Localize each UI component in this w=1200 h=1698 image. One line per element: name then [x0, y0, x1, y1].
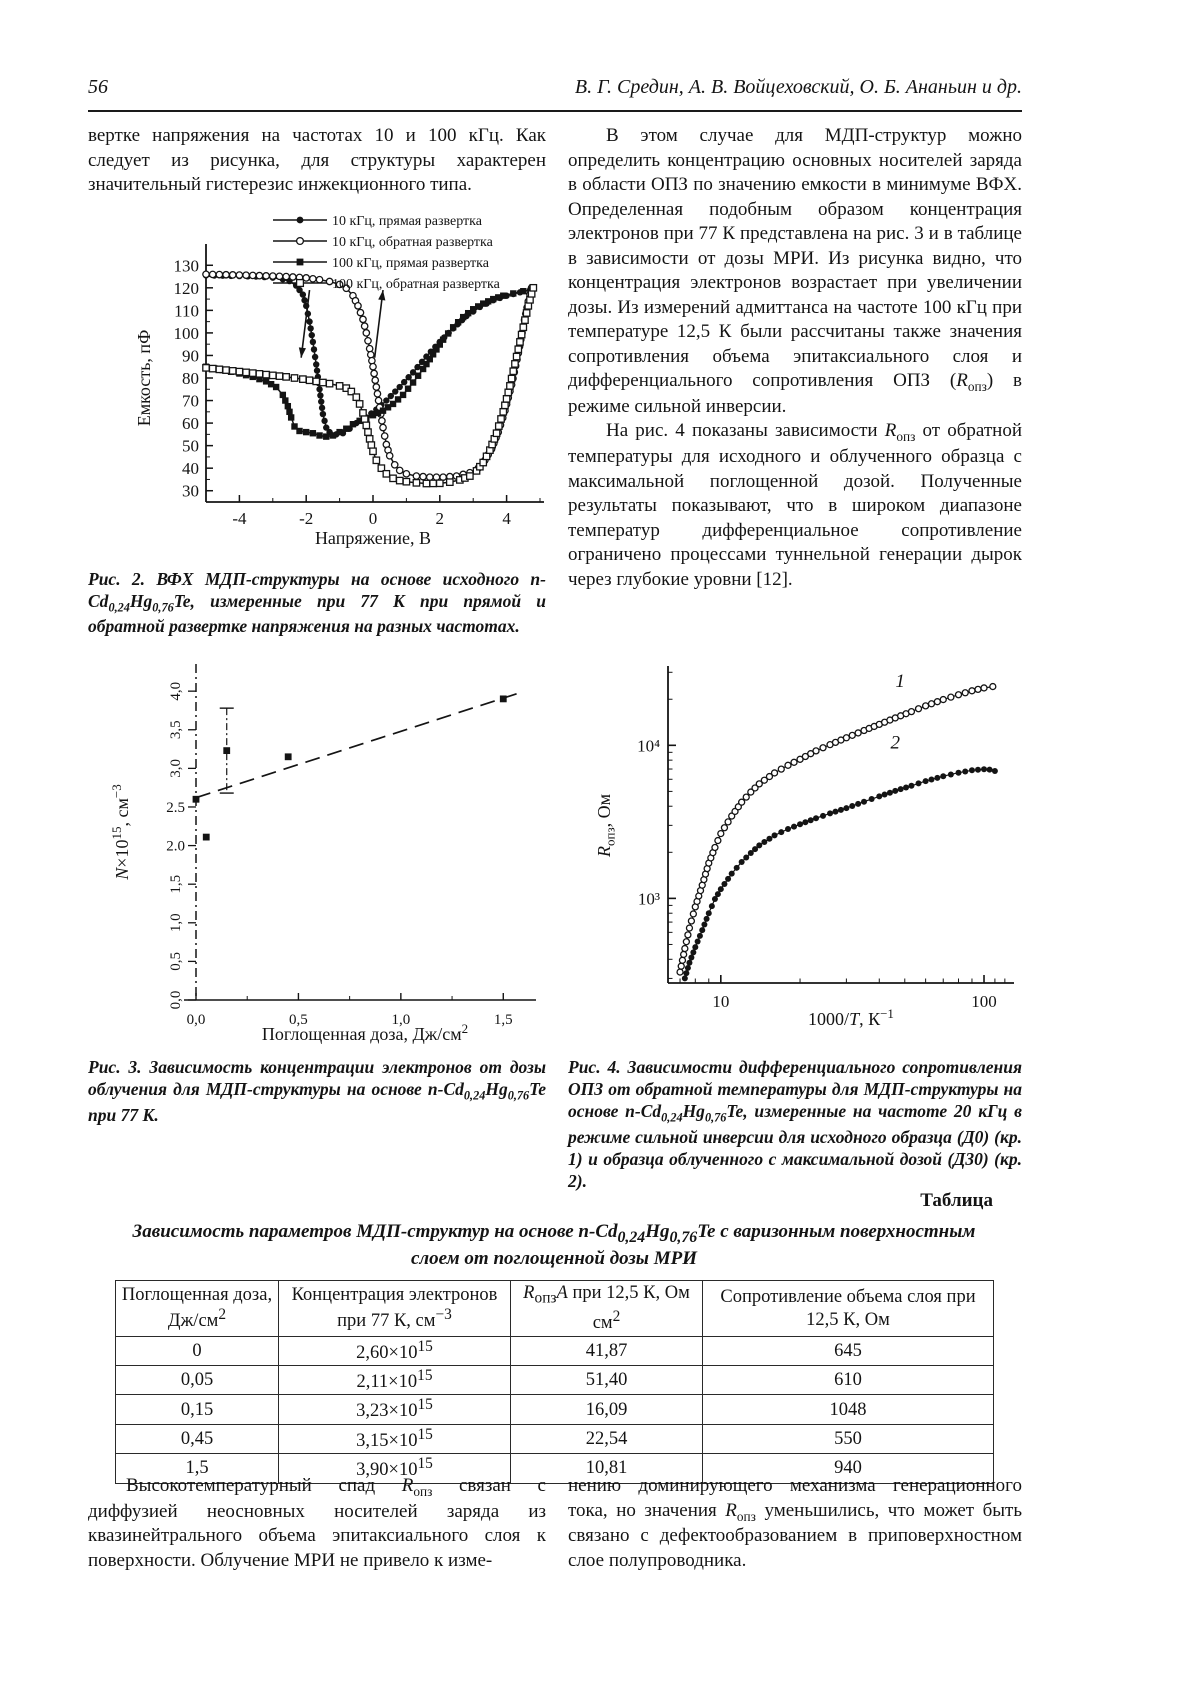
svg-text:0,5: 0,5 [289, 1012, 308, 1028]
table-cell: $2,11\times 10^{15}$ [279, 1366, 511, 1395]
table-header-row [116, 1281, 994, 1337]
figure-3-chart [88, 648, 538, 1050]
svg-text:1,5: 1,5 [167, 874, 184, 894]
figure-3-block [88, 648, 546, 1192]
svg-text:3,0: 3,0 [167, 759, 184, 778]
figures-row [88, 648, 1022, 1192]
left-column [88, 124, 546, 638]
table-title: Зависимость параметров МДП-структур на основе $n-Cd_{0,24}Hg_{0,76}Te$ с варизонным поверхностным слоем от поглощенной дозы МРИ [132, 1221, 976, 1270]
svg-text:2.0: 2.0 [166, 838, 185, 855]
svg-text:80: 80 [182, 368, 199, 388]
col-header-concentration: Концентрация электронов при 77 К, $см^{-3}$ [279, 1281, 511, 1337]
table-cell: $3,15\times 10^{15}$ [279, 1424, 511, 1453]
table-row [116, 1424, 994, 1453]
paragraph-mechanism: нению доминирующего механизма генерационного тока, но значения $R_{опз}$ уменьшились, что может быть связано с дефектообразованием в приповерхностном слое полупроводника. [568, 1475, 1022, 1571]
figure-2-caption: Рис. 2. ВФХ МДП-структуры на основе исходного $n-Cd_{0,24}Hg_{0,76}Te$, измеренные при 77 К при прямой и обратной развертке напряжения на разных частотах. [88, 568, 546, 637]
svg-text:0,0: 0,0 [168, 990, 184, 1010]
svg-text:0,5: 0,5 [167, 952, 184, 971]
svg-text:Емкость, пФ: Емкость, пФ [134, 329, 154, 426]
page-header [88, 76, 1022, 99]
col-header-ropz: $R_{опз}A$ при 12,5 К, Ом $см^2$ [511, 1281, 703, 1337]
right-column [568, 124, 1022, 638]
paragraph-continuation: вертке напряжения на частотах 10 и 100 кГц. Как следует из рисунка, для структуры характерен значительный гистерезис инжекционного типа. [88, 125, 546, 195]
svg-text:1000/T, К−1: 1000/T, $К^{-1}$ [808, 1005, 894, 1029]
svg-text:0: 0 [368, 508, 378, 528]
svg-text:1,0: 1,0 [391, 1012, 411, 1028]
svg-text:100 кГц, обратная развертка: 100 кГц, обратная развертка [332, 276, 500, 292]
table-section [115, 1190, 993, 1484]
table-cell: $2,60\times 10^{15}$ [279, 1336, 511, 1365]
paragraph-fig4-discussion: На рис. 4 показаны зависимости $R_{опз}$ от обратной температуры для исходного и облученного образца с максимальной поглощенной дозой. Полученные результаты показывают, что в широком диапазоне температур дифференциальное сопротивление ограничено процессами туннельной генерации дырок через глубокие уровни [12]. [568, 420, 1022, 590]
table-cell: 22,54 [511, 1424, 703, 1453]
table-cell: 10,81 [511, 1454, 703, 1483]
svg-text:N×1015, см−3: $N\times 10^{15}$, $см^{-3}$ [108, 784, 132, 880]
table-row [116, 1366, 994, 1395]
svg-text:10 кГц, обратная развертка: 10 кГц, обратная развертка [332, 234, 493, 250]
figure-4-caption: Рис. 4. Зависимости дифференциального сопротивления ОПЗ от обратной температуры для МДП-структуры на основе $n-Cd_{0,24}Hg_{0,76}Te$, измеренные на частоте 20 кГц в режиме сильной инверсии для исходного образца (Д0) (кр. 1) и образца облученного с максимальной дозой (Д30) (кр. 2). [568, 1057, 1022, 1192]
svg-text:1,0: 1,0 [167, 913, 184, 933]
paragraph-concentration: В этом случае для МДП-структур можно определить концентрацию основных носителей заряда в области ОПЗ по значению емкости в минимуме ВФХ. Определенная подобным образом концентрация электронов при 77 К представлена на рис. 3 и в таблице в зависимости от дозы МРИ. Из рисунка видно, что концентрация электронов возрастает при увеличении дозы. Из измерений адмиттанса на частоте 100 кГц при температуре 12,5 К были рассчитаны также значения сопротивления объема эпитаксиального слоя и дифференциального сопротивления ОПЗ $(R_{опз})$ в режиме сильной инверсии. [568, 125, 1022, 417]
figure-2-series [203, 271, 537, 487]
svg-text:110: 110 [174, 300, 199, 320]
curve-label: 2 [890, 732, 900, 754]
svg-text:10⁴: 10⁴ [637, 736, 660, 756]
table-cell: $3,90\times 10^{15}$ [279, 1454, 511, 1483]
svg-text:Напряжение, В: Напряжение, В [314, 527, 432, 548]
svg-text:4: 4 [502, 508, 511, 528]
svg-text:Поглощенная доза, Дж/см2: Поглощенная доза, $Дж/см^2$ [261, 1020, 469, 1044]
figure-4-chart [568, 648, 1022, 1050]
svg-text:130: 130 [173, 255, 199, 275]
svg-text:40: 40 [182, 458, 199, 478]
table-cell: 0,15 [116, 1395, 279, 1424]
svg-text:-4: -4 [232, 508, 247, 528]
svg-text:50: 50 [182, 436, 199, 456]
paragraph-high-temp-drop: Высокотемпературный спад $R_{опз}$ связан с диффузией неосновных носителей заряда из квазинейтрального объема эпитаксиального слоя к поверхности. Облучение МРИ не привело к изме- [88, 1475, 546, 1571]
svg-text:120: 120 [173, 278, 199, 298]
svg-text:1,5: 1,5 [493, 1012, 513, 1028]
svg-text:10: 10 [712, 992, 730, 1011]
svg-text:70: 70 [182, 391, 199, 411]
table-cell: 0 [116, 1336, 279, 1365]
col-header-resistance: Сопротивление объема слоя при 12,5 К, Ом [703, 1281, 994, 1337]
table-label: Таблица [920, 1190, 993, 1211]
svg-text:0,0: 0,0 [186, 1012, 206, 1028]
parameters-table [115, 1280, 994, 1483]
table-cell: 51,40 [511, 1366, 703, 1395]
svg-text:90: 90 [182, 345, 199, 365]
table-cell: 16,09 [511, 1395, 703, 1424]
bottom-left-column [88, 1474, 546, 1573]
table-cell: 610 [703, 1366, 994, 1395]
svg-text:100: 100 [173, 323, 199, 343]
svg-text:-2: -2 [299, 508, 314, 528]
table-cell: $3,23\times 10^{15}$ [279, 1395, 511, 1424]
table-cell: 0,45 [116, 1424, 279, 1453]
page-number: 56 [88, 76, 108, 98]
svg-text:100: 100 [971, 992, 997, 1011]
svg-text:100 кГц, прямая развертка: 100 кГц, прямая развертка [332, 255, 489, 271]
svg-text:2.5: 2.5 [166, 799, 185, 816]
table-cell: 1048 [703, 1395, 994, 1424]
top-text-row [88, 124, 1022, 638]
bottom-right-column [568, 1474, 1022, 1573]
figure-4-block [568, 648, 1022, 1192]
svg-text:30: 30 [182, 481, 199, 501]
svg-text:2: 2 [435, 508, 445, 528]
header-rule [88, 110, 1022, 112]
figure-2-chart [88, 210, 546, 562]
figure-3-caption: Рис. 3. Зависимость концентрации электронов от дозы облучения для МДП-структуры на основе $n-Cd_{0,24}Hg_{0,76}Te$ при 77 К. [88, 1057, 546, 1125]
table-cell: 645 [703, 1336, 994, 1365]
table-cell: 1,5 [116, 1454, 279, 1483]
running-authors: В. Г. Средин, А. В. Войцеховский, О. Б. Ананьин и др. [574, 76, 1022, 98]
bottom-text-row [88, 1474, 1022, 1573]
table-row [116, 1336, 994, 1365]
svg-text:10³: 10³ [637, 889, 660, 909]
table-cell: 41,87 [511, 1336, 703, 1365]
svg-text:3,5: 3,5 [167, 720, 184, 740]
table-cell: 550 [703, 1424, 994, 1453]
sweep-direction-arrow [299, 347, 306, 357]
table-cell: 0,05 [116, 1366, 279, 1395]
svg-text:60: 60 [182, 413, 199, 433]
col-header-dose: Поглощенная доза, $Дж/см^2$ [116, 1281, 279, 1337]
table-row [116, 1395, 994, 1424]
svg-text:Rопз, Ом: $R_{опз}$, Ом [594, 794, 618, 857]
curve-label: 1 [895, 671, 905, 693]
table-cell: 940 [703, 1454, 994, 1483]
svg-text:4,0: 4,0 [167, 681, 184, 701]
svg-text:10 кГц, прямая развертка: 10 кГц, прямая развертка [332, 213, 482, 229]
